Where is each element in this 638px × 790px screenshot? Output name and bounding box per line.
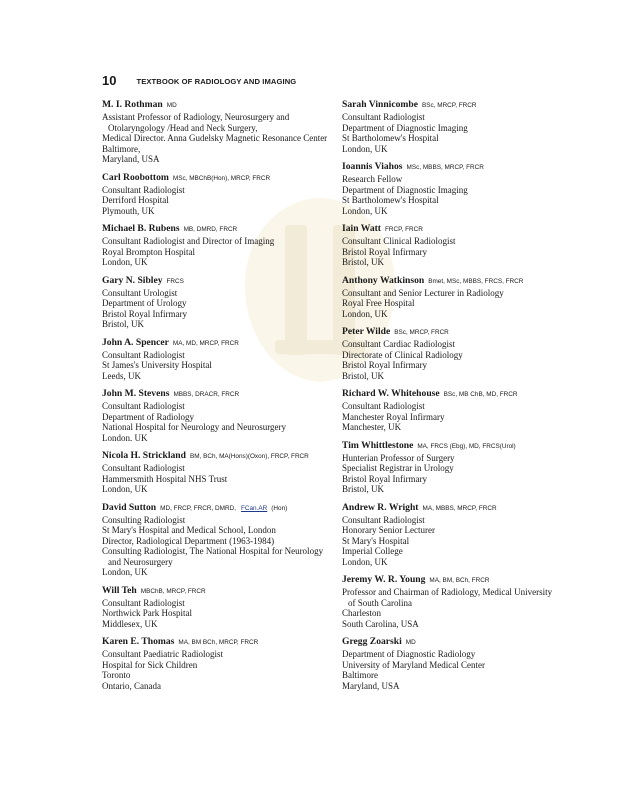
affiliation-line: Plymouth, UK — [102, 205, 155, 216]
affiliation-line: London, UK — [342, 143, 388, 154]
contributor-credentials: MA, BM, BCh, FRCR — [429, 577, 490, 584]
contributor-entry — [342, 273, 582, 320]
contributor-credentials: FRCP, FRCR — [385, 226, 423, 233]
contributor-name: Karen E. Thomas — [102, 636, 175, 647]
affiliation-line: Consultant Radiologist — [102, 184, 185, 195]
affiliation-line: Otolaryngology /Head and Neck Surgery, — [108, 122, 258, 133]
contributor-name: Michael B. Rubens — [102, 223, 180, 234]
contributor-credentials-tail: (Hon) — [271, 504, 288, 512]
contributor-credentials: MA, FRCS (Ebg), MD, FRCS(Urol) — [417, 442, 516, 450]
affiliation-line: Charleston — [342, 608, 381, 618]
affiliation-line: Leeds, UK — [102, 370, 141, 381]
affiliation-line: Bristol Royal Infirmary — [102, 308, 187, 319]
affiliation-line: Derriford Hospital — [102, 195, 169, 205]
affiliation-line: Consultant Radiologist — [102, 597, 185, 608]
affiliation-line: Hammersmith Hospital NHS Trust — [102, 473, 228, 484]
contributor-entry — [342, 159, 582, 216]
affiliation-line: Maryland, USA — [102, 154, 160, 164]
contributor-name: Iain Watt — [342, 223, 382, 234]
contributor-credentials: BSc, MRCP, FRCR — [394, 329, 449, 336]
contributors-right-column — [342, 97, 582, 691]
affiliation-line: Baltimore — [342, 670, 378, 680]
affiliation-line: Specialist Registrar in Urology — [342, 463, 454, 473]
affiliation-line: Consultant Radiologist and Director of Imaging — [102, 236, 275, 246]
contributor-name: Gary N. Sibley — [102, 274, 163, 286]
contributor-name: Nicola H. Strickland — [102, 450, 186, 461]
affiliation-line: Consultant Radiologist — [102, 349, 185, 360]
affiliation-line: Middlesex, UK — [102, 618, 158, 629]
affiliation-line: Bristol, UK — [342, 257, 385, 267]
contributor-entry — [342, 386, 582, 433]
contributor-name: Sarah Vinnicombe — [342, 99, 418, 110]
affiliation-line: Consultant Paediatric Radiologist — [102, 649, 223, 659]
page-header — [102, 72, 296, 86]
contributor-credentials: MSc, MBBS, MRCP, FRCR — [406, 164, 484, 171]
affiliation-line: London, UK — [102, 257, 148, 267]
affiliation-line: Research Fellow — [342, 174, 403, 184]
contributor-credentials: BSc, MB ChB, MD, FRCR — [443, 391, 518, 398]
contributor-entry — [342, 572, 582, 629]
affiliation-line: Department of Diagnostic Imaging — [342, 184, 468, 195]
affiliation-line: Consulting Radiologist — [102, 514, 186, 525]
contributor-entry — [102, 583, 334, 630]
affiliation-line: Bristol, UK — [342, 370, 385, 381]
contributor-name: John A. Spencer — [102, 336, 169, 348]
contributor-name: John M. Stevens — [102, 388, 170, 399]
affiliation-line: Bristol Royal Infirmary — [342, 246, 427, 257]
affiliation-line: Hunterian Professor of Surgery — [342, 452, 455, 463]
affiliation-line: London, UK — [342, 556, 388, 567]
contributor-name: Peter Wilde — [342, 326, 391, 337]
affiliation-line: Consultant Radiologist — [102, 401, 185, 411]
contributor-name: Jeremy W. R. Young — [342, 574, 426, 585]
affiliation-line: National Hospital for Neurology and Neurosurgery — [102, 422, 287, 432]
affiliation-line: Consulting Radiologist, The National Hospital for Neurology — [102, 546, 324, 556]
affiliation-line: Consultant Radiologist — [342, 401, 425, 411]
affiliation-line: St James's University Hospital — [102, 360, 212, 370]
contributor-entry — [342, 438, 582, 495]
contributor-name: David Sutton — [102, 501, 157, 513]
contributor-credentials: BM, BCh, MA(Hons)(Oxon), FRCP, FRCR — [189, 453, 309, 460]
contributor-entry — [102, 386, 334, 443]
affiliation-line: of South Carolina — [348, 597, 412, 608]
affiliation-line: Imperial College — [342, 546, 403, 556]
contributor-entry — [102, 273, 334, 330]
affiliation-line: Consultant Cardiac Radiologist — [342, 339, 455, 349]
contributor-name: Andrew R. Wright — [342, 501, 419, 513]
contributor-name: Tim Whittlestone — [342, 439, 414, 451]
affiliation-line: Bristol, UK — [102, 319, 145, 329]
affiliation-line: Ontario, Canada — [102, 680, 161, 691]
contributor-entry — [102, 500, 334, 578]
contributor-name: Carl Roobottom — [102, 171, 169, 183]
affiliation-line: Manchester, UK — [342, 422, 402, 432]
running-title: TEXTBOOK OF RADIOLOGY AND IMAGING — [136, 77, 297, 86]
affiliation-line: Medical Director. Anna Gudelsky Magnetic Resonance Center — [102, 133, 328, 143]
affiliation-line: Consultant Radiologist — [342, 514, 425, 525]
contributor-entry — [102, 634, 334, 691]
contributor-name: M. I. Rothman — [102, 99, 163, 110]
contributor-credentials: MSc, MBChB(Hon), MRCP, FRCR — [172, 174, 271, 182]
affiliation-line: Consultant Clinical Radiologist — [342, 236, 456, 246]
contributor-name: Gregg Zoarski — [342, 636, 402, 647]
affiliation-line: Director, Radiological Department (1963-1984) — [102, 535, 275, 546]
contributor-entry — [102, 448, 334, 495]
contributor-credentials-link: FCan.AR — [240, 504, 268, 512]
contributor-entry — [102, 170, 334, 217]
affiliation-line: Consultant Radiologist — [102, 463, 185, 473]
contributor-entry — [102, 97, 334, 165]
contributor-entry — [102, 221, 334, 268]
affiliation-line: Bristol Royal Infirmary — [342, 473, 427, 484]
affiliation-line: Consultant Urologist — [102, 287, 178, 298]
contributor-entry — [342, 500, 582, 568]
affiliation-line: Maryland, USA — [342, 680, 400, 691]
contributor-credentials: Bmet, MSc, MBBS, FRCS, FRCR — [428, 277, 524, 285]
affiliation-line: Consultant Radiologist — [342, 112, 425, 122]
affiliation-line: Honorary Senior Lecturer — [342, 525, 435, 535]
contributor-credentials: MD, FRCP, FRCR, DMRD, — [160, 504, 236, 512]
contributor-entry — [342, 634, 582, 691]
affiliation-line: Professor and Chairman of Radiology, Medical University — [342, 587, 553, 597]
affiliation-line: Bristol Royal Infirmary — [342, 360, 427, 370]
affiliation-line: Hospital for Sick Children — [102, 659, 198, 670]
affiliation-line: Baltimore, — [102, 143, 141, 154]
affiliation-line: South Carolina, USA — [342, 618, 419, 629]
contributor-name: Will Teh — [102, 584, 137, 596]
affiliation-line: St Mary's Hospital — [342, 535, 410, 546]
contributor-credentials: BSc, MRCP, FRCR — [421, 102, 477, 109]
contributor-credentials: MA, BM BCh, MRCP, FRCR — [178, 639, 259, 646]
affiliation-line: London, UK — [102, 567, 148, 577]
affiliation-line: London, UK — [102, 484, 148, 494]
affiliation-line: Department of Diagnostic Radiology — [342, 649, 476, 659]
contributor-name: Ioannis Viahos — [342, 161, 403, 172]
contributor-name: Anthony Watkinson — [342, 274, 425, 286]
affiliation-line: Directorate of Clinical Radiology — [342, 349, 463, 360]
contributor-credentials: FRCS — [166, 277, 184, 285]
affiliation-line: Toronto — [102, 670, 131, 680]
affiliation-line: London, UK — [342, 308, 388, 319]
contributor-credentials: MA, MD, MRCP, FRCR — [172, 339, 239, 347]
affiliation-line: London. UK — [102, 432, 148, 443]
affiliation-line: Assistant Professor of Radiology, Neurosurgery and — [102, 112, 290, 122]
contributor-credentials: MA, MBBS, MRCP, FRCR — [422, 504, 497, 512]
contributor-credentials: MD — [405, 639, 416, 646]
affiliation-line: Royal Brompton Hospital — [102, 246, 195, 257]
affiliation-line: Northwick Park Hospital — [102, 608, 192, 618]
contributor-name: Richard W. Whitehouse — [342, 388, 440, 399]
affiliation-line: Bristol, UK — [342, 484, 385, 494]
contributor-entry — [342, 324, 582, 381]
contributor-entry — [102, 335, 334, 382]
contributor-credentials: MB, DMRD, FRCR — [183, 226, 238, 233]
contributors-left-column — [102, 97, 334, 691]
affiliation-line: Department of Urology — [102, 298, 187, 308]
affiliation-line: London, UK — [342, 205, 388, 216]
affiliation-line: Manchester Royal Infirmary — [342, 411, 445, 422]
contributor-entry — [342, 221, 582, 268]
contributor-credentials: MD — [166, 102, 177, 109]
affiliation-line: St Bartholomew's Hospital — [342, 133, 439, 143]
contributor-credentials: MBChB, MRCP, FRCR — [140, 587, 206, 595]
affiliation-line: St Bartholomew's Hospital — [342, 195, 439, 205]
affiliation-line: St Mary's Hospital and Medical School, London — [102, 525, 276, 535]
page-number: 10 — [102, 73, 117, 88]
affiliation-line: Royal Free Hospital — [342, 298, 415, 308]
affiliation-line: Department of Diagnostic Imaging — [342, 122, 468, 133]
affiliation-line: Department of Radiology — [102, 411, 194, 422]
contributor-entry — [342, 97, 582, 154]
contributor-credentials: MBBS, DRACR, FRCR — [173, 391, 240, 398]
affiliation-line: University of Maryland Medical Center — [342, 659, 485, 670]
affiliation-line: Consultant and Senior Lecturer in Radiology — [342, 287, 504, 298]
affiliation-line: and Neurosurgery — [108, 556, 173, 567]
